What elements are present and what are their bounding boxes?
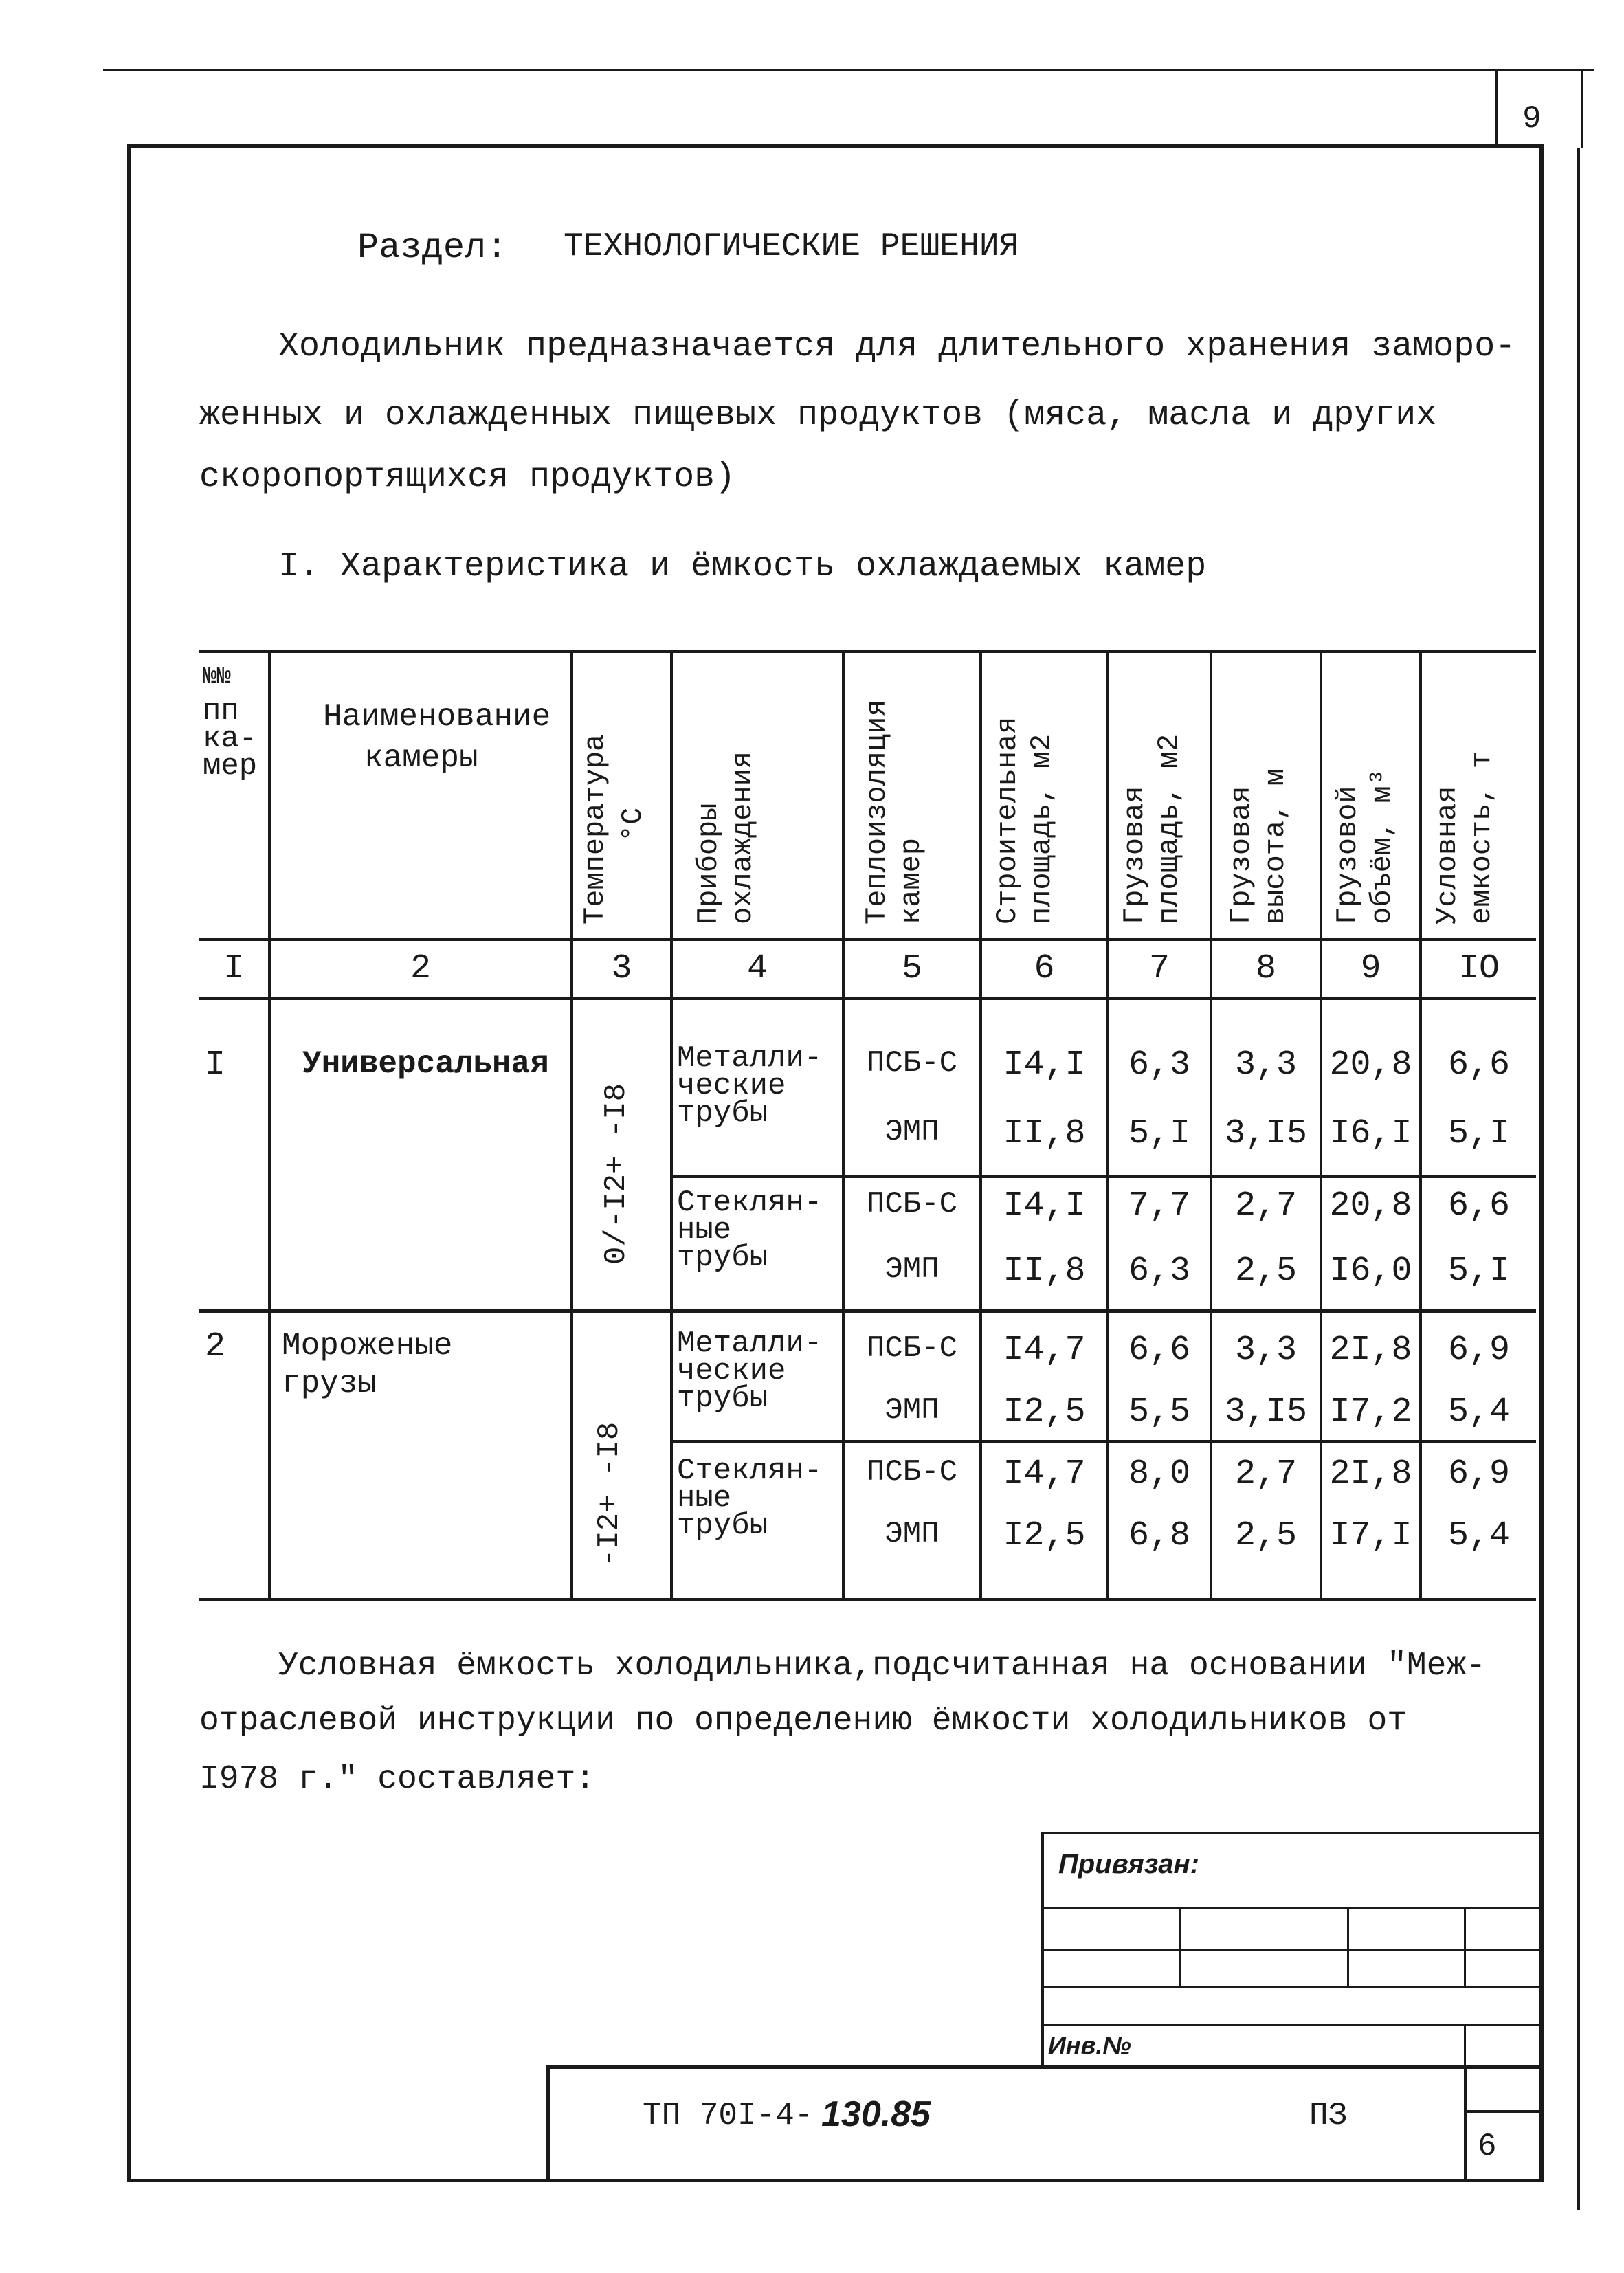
g1s2r2-insulation: ЭМП [885,1252,939,1287]
header-temp-1: Температура [579,733,612,924]
g1s1r2-cargo-area: 5,I [1128,1114,1190,1153]
col-number-1: I [223,949,244,988]
table-col-rule-2 [570,650,573,1601]
group-1-sub-2-device-1: Стеклян- [677,1186,823,1220]
g1s2r1-cargo-area: 7,7 [1128,1186,1190,1226]
conclusion-line-1: Условная ёмкость холодильника,подсчитанная на основании "Меж- [278,1648,1487,1685]
page-box-right [1581,69,1583,148]
table-rule-header [199,938,1536,941]
col-number-9: 9 [1360,949,1381,988]
frame-bottom [127,2179,1543,2182]
g1s2r1-cargo-height: 2,7 [1234,1186,1297,1226]
g2s1r2-cargo-volume: I7,2 [1329,1393,1412,1432]
header-cargo-area-2: площадь, м2 [1153,733,1186,924]
group-2-sub-1-device-3: трубы [677,1382,768,1416]
document-code-number: 130.85 [821,2094,931,2134]
header-insulation-1: Теплоизоляция [860,699,893,924]
conclusion-line-2: отраслевой инструкции по определению ёмкости холодильников от [199,1703,1408,1740]
bound-label: Привязан: [1058,1849,1199,1879]
page-number: 9 [1522,101,1542,137]
g2s1r2-capacity: 5,4 [1447,1393,1510,1432]
header-devices-2: охлаждения [726,751,759,924]
document-code-prefix: ТП 70I-4- [643,2098,814,2133]
g2s1r1-capacity: 6,9 [1447,1331,1510,1370]
col-number-10: IO [1458,949,1500,988]
g1s1r1-cargo-area: 6,3 [1128,1045,1190,1085]
section-label: Раздел: [357,228,508,268]
g1s2r1-insulation: ПСБ-С [866,1187,958,1221]
g2s2r1-build-area: I4,7 [1003,1454,1086,1494]
group-2-num: 2 [205,1327,226,1366]
group-1-sub-1-device-3: трубы [677,1096,768,1131]
table-rule-sub-2 [670,1440,1536,1443]
g2s1r2-insulation: ЭМП [885,1393,939,1428]
col-number-4: 4 [746,949,768,988]
g2s2r1-capacity: 6,9 [1447,1454,1510,1494]
g1s2r1-cargo-volume: 20,8 [1329,1186,1412,1226]
header-build-area-1: Строительная [991,716,1024,924]
stamp-rule-v3 [1464,1907,1466,1986]
group-1-sub-2-device-2: ные [677,1213,732,1248]
group-1-name: Универсальная [302,1046,549,1082]
header-name-1: Наименование [323,699,551,735]
table-rule-top [199,650,1536,653]
g1s1r1-cargo-volume: 20,8 [1329,1045,1412,1085]
group-2-sub-2-device-1: Стеклян- [677,1454,823,1488]
col-number-6: 6 [1034,949,1055,988]
sheet-number: 6 [1478,2129,1497,2164]
g1s2r2-cargo-height: 2,5 [1234,1252,1297,1291]
g2s2r1-cargo-area: 8,0 [1128,1454,1190,1494]
header-temp-2: °С [616,807,649,842]
g2s1r2-cargo-height: 3,I5 [1224,1393,1308,1432]
title-rule-top [546,2065,1543,2069]
g1s2r2-capacity: 5,I [1447,1252,1510,1291]
frame-right [1539,144,1544,2182]
stamp-rule-v1 [1179,1907,1181,1986]
col-number-2: 2 [410,949,431,988]
frame-top [127,144,1543,148]
group-2-sub-1-device-1: Металли- [677,1327,823,1361]
col-number-8: 8 [1255,949,1276,988]
document-type: ПЗ [1309,2098,1348,2133]
stamp-rule-v4 [1464,2024,1466,2069]
title-rule-sheet [1464,2110,1543,2113]
stamp-rule-h3 [1041,1986,1543,1988]
g1s1r2-cargo-volume: I6,I [1329,1114,1412,1153]
group-1-sub-1-device-1: Металли- [677,1041,823,1076]
g2s1r1-cargo-volume: 2I,8 [1329,1331,1412,1370]
g2s2r2-cargo-volume: I7,I [1329,1516,1412,1555]
header-cargo-volume-2: объём, м³ [1366,768,1399,924]
group-1-sub-2-device-3: трубы [677,1241,768,1275]
table-col-rule-1 [268,650,271,1601]
group-1-sub-1-device-2: ческие [677,1069,786,1103]
g1s2r2-cargo-area: 6,3 [1128,1252,1190,1291]
header-num-1: №№ [203,664,231,690]
group-2-sub-1-device-2: ческие [677,1354,786,1388]
inventory-label: Инв.№ [1048,2031,1131,2059]
g1s2r2-build-area: II,8 [1003,1252,1086,1291]
conclusion-line-3: I978 г." составляет: [199,1761,596,1798]
group-1-num: I [205,1045,226,1085]
col-number-5: 5 [901,949,922,988]
g2s2r1-cargo-height: 2,7 [1234,1454,1297,1494]
header-capacity-1: Условная [1431,786,1464,924]
header-build-area-2: площадь, м2 [1025,733,1058,924]
header-capacity-2: емкость, т [1465,751,1498,924]
g2s1r1-cargo-area: 6,6 [1128,1331,1190,1370]
intro-line-1: Холодильник предназначается для длительного хранения заморо- [278,327,1516,366]
stamp-rule-h4 [1041,2024,1543,2026]
stamp-rule-h1 [1041,1907,1543,1909]
col-number-7: 7 [1148,949,1170,988]
table-rule-group [199,1309,1536,1313]
g1s1r2-capacity: 5,I [1447,1114,1510,1153]
table-rule-sub-1 [670,1175,1536,1178]
page-box-left [1495,69,1498,148]
header-cargo-volume-1: Грузовой [1331,786,1364,924]
g1s1r2-build-area: II,8 [1003,1114,1086,1153]
header-cargo-height-2: высота, м [1259,768,1292,924]
frame-right-outer [1577,148,1580,2210]
table-col-rule-3 [670,650,673,1601]
g2s1r1-cargo-height: 3,3 [1234,1331,1297,1370]
intro-line-3: скоропортящихся продуктов) [199,458,736,497]
group-1-temp: 0/-I2+ -I8 [599,1083,634,1265]
header-insulation-2: камер [895,837,928,924]
g2s1r2-build-area: I2,5 [1003,1393,1086,1432]
header-devices-1: Приборы [692,803,725,924]
g2s2r1-cargo-volume: 2I,8 [1329,1454,1412,1494]
g1s1r1-insulation: ПСБ-С [866,1046,958,1080]
group-2-sub-2-device-3: трубы [677,1509,768,1543]
g2s1r1-build-area: I4,7 [1003,1331,1086,1370]
g2s2r2-capacity: 5,4 [1447,1516,1510,1555]
g1s2r1-capacity: 6,6 [1447,1186,1510,1226]
group-2-sub-2-device-2: ные [677,1481,732,1516]
stamp-rule-h2 [1041,1949,1543,1951]
g2s1r2-cargo-area: 5,5 [1128,1393,1190,1432]
top-rule [103,69,1594,71]
table-rule-colnums [199,997,1536,1000]
header-num-2: пп [203,694,239,729]
g1s1r2-cargo-height: 3,I5 [1224,1114,1308,1153]
stamp-rule-v2 [1347,1907,1349,1986]
intro-line-2: женных и охлажденных пищевых продуктов (мяса, масла и других [199,396,1437,435]
g1s1r1-capacity: 6,6 [1447,1045,1510,1085]
g1s1r2-insulation: ЭМП [885,1115,939,1149]
g1s2r2-cargo-volume: I6,0 [1329,1252,1412,1291]
header-cargo-area-1: Грузовая [1118,786,1151,924]
g1s1r1-cargo-height: 3,3 [1234,1045,1297,1085]
subsection-title: I. Характеристика и ёмкость охлаждаемых камер [278,547,1207,586]
g2s2r2-cargo-height: 2,5 [1234,1516,1297,1555]
g2s2r1-insulation: ПСБ-С [866,1455,958,1489]
g2s2r2-insulation: ЭМП [885,1517,939,1551]
header-num-4: мер [203,749,258,784]
g2s1r1-insulation: ПСБ-С [866,1331,958,1366]
table-rule-bottom [199,1598,1536,1601]
group-2-name-1: Мороженые [282,1328,453,1364]
frame-left [127,144,131,2182]
group-2-temp: -I2+ -I8 [592,1421,627,1567]
group-2-name-2: грузы [282,1366,377,1401]
header-name-2: камеры [364,740,478,776]
col-number-3: 3 [611,949,632,988]
g2s2r2-cargo-area: 6,8 [1128,1516,1190,1555]
header-cargo-height-1: Грузовая [1225,786,1258,924]
g1s2r1-build-area: I4,I [1003,1186,1086,1226]
section-title: ТЕХНОЛОГИЧЕСКИЕ РЕШЕНИЯ [564,228,1019,265]
header-num-3: ка- [203,722,258,756]
title-rule-right [1464,2065,1467,2182]
stamp-rule-top [1041,1832,1543,1834]
g2s2r2-build-area: I2,5 [1003,1516,1086,1555]
g1s1r1-build-area: I4,I [1003,1045,1086,1085]
title-rule-left [546,2065,550,2182]
